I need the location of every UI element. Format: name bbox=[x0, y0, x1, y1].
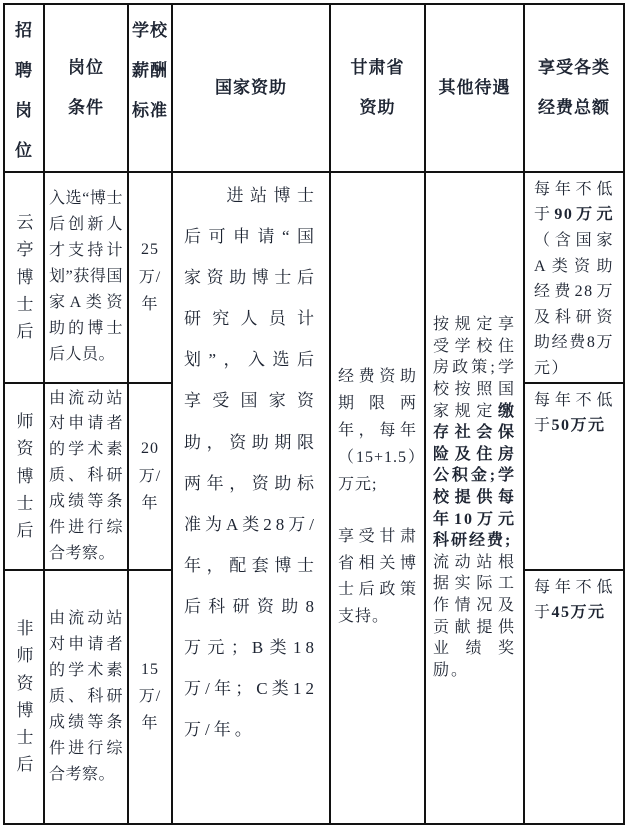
column-header-other-benefits bbox=[425, 4, 524, 172]
column-header-position bbox=[4, 4, 44, 172]
cell-total-shizi bbox=[524, 383, 624, 570]
column-header-national-funding bbox=[172, 4, 330, 172]
cell-salary-yunting bbox=[128, 172, 172, 383]
column-header-condition-label: 岗位条件 bbox=[68, 57, 104, 117]
column-header-other-benefits-label: 其他待遇 bbox=[438, 77, 511, 97]
condition-text: 由流动站对申请者的学术素质、科研成绩等条件进行综合考察。 bbox=[49, 389, 123, 562]
cell-condition-shizi bbox=[44, 383, 128, 570]
column-header-national-funding-label: 国家资助 bbox=[215, 77, 287, 97]
position-name: 师资博士后 bbox=[16, 412, 34, 540]
position-name: 云亭博士后 bbox=[16, 213, 34, 341]
column-header-gansu-funding bbox=[330, 4, 425, 172]
column-header-total-funds bbox=[524, 4, 624, 172]
total-prefix: 每年不低于 bbox=[534, 180, 614, 224]
national-funding-text: 进站博士后可申请“国家资助博士后研究人员计划”，入选后享受国家资助，资助期限两年，资助标准为A类28万/年，配套博士后科研资助8万元；B类18万/年；C类12万/年。 bbox=[184, 185, 318, 740]
cell-other-benefits bbox=[425, 172, 524, 824]
cell-condition-yunting bbox=[44, 172, 128, 383]
gansu-funding-paragraph-1: 经费资助期限两年，每年（15+1.5）万元; bbox=[338, 368, 417, 493]
cell-condition-feishizi bbox=[44, 570, 128, 824]
column-header-total-funds-label: 享受各类经费总额 bbox=[538, 57, 610, 117]
cell-salary-feishizi bbox=[128, 570, 172, 824]
cell-position-yunting bbox=[4, 172, 44, 383]
cell-position-feishizi bbox=[4, 570, 44, 824]
salary-value: 15万/年 bbox=[138, 661, 162, 733]
header-row bbox=[4, 4, 624, 172]
salary-value: 20万/年 bbox=[138, 440, 162, 512]
cell-position-shizi bbox=[4, 383, 44, 570]
total-prefix: 每年不低于 bbox=[534, 578, 614, 622]
other-benefits-text-1: 按规定享受学校住房政策;学校按照国家规定 bbox=[433, 316, 516, 420]
column-header-salary bbox=[128, 4, 172, 172]
column-header-condition bbox=[44, 4, 128, 172]
recruitment-table bbox=[3, 3, 625, 825]
position-name: 非师资博士后 bbox=[16, 619, 34, 775]
total-amount: 90万元 bbox=[554, 206, 614, 224]
cell-national-funding bbox=[172, 172, 330, 824]
cell-gansu-funding bbox=[330, 172, 425, 824]
total-amount: 45万元 bbox=[551, 604, 606, 622]
total-prefix: 每年不低于 bbox=[534, 391, 614, 435]
gansu-funding-paragraph-2: 享受甘肃省相关博士后政策支持。 bbox=[338, 527, 417, 626]
column-header-gansu-funding-label: 甘肃省资助 bbox=[350, 57, 405, 117]
condition-text: 入选“博士后创新人才支持计划”获得国家A类资助的博士后人员。 bbox=[49, 190, 123, 363]
table-row-yunting bbox=[4, 172, 624, 383]
condition-text: 由流动站对申请者的学术素质、科研成绩等条件进行综合考察。 bbox=[49, 610, 123, 783]
column-header-position-label: 招聘岗位 bbox=[15, 21, 33, 160]
cell-salary-shizi bbox=[128, 383, 172, 570]
column-header-salary-label: 学校薪酬标准 bbox=[132, 21, 168, 120]
cell-total-feishizi bbox=[524, 570, 624, 824]
total-amount: 50万元 bbox=[551, 417, 606, 435]
other-benefits-bold-2: 学校提供每年10万元科研经费; bbox=[433, 467, 516, 550]
cell-total-yunting bbox=[524, 172, 624, 383]
other-benefits-bold-1: 缴存社会保险及住房公积金; bbox=[433, 402, 516, 485]
other-benefits-text-2: 流动站根据实际工作情况及贡献提供业绩奖励。 bbox=[433, 553, 516, 679]
total-suffix: （含国家A类资助经费28万及科研资助经费8万元） bbox=[534, 231, 614, 377]
salary-value: 25万/年 bbox=[138, 241, 162, 313]
